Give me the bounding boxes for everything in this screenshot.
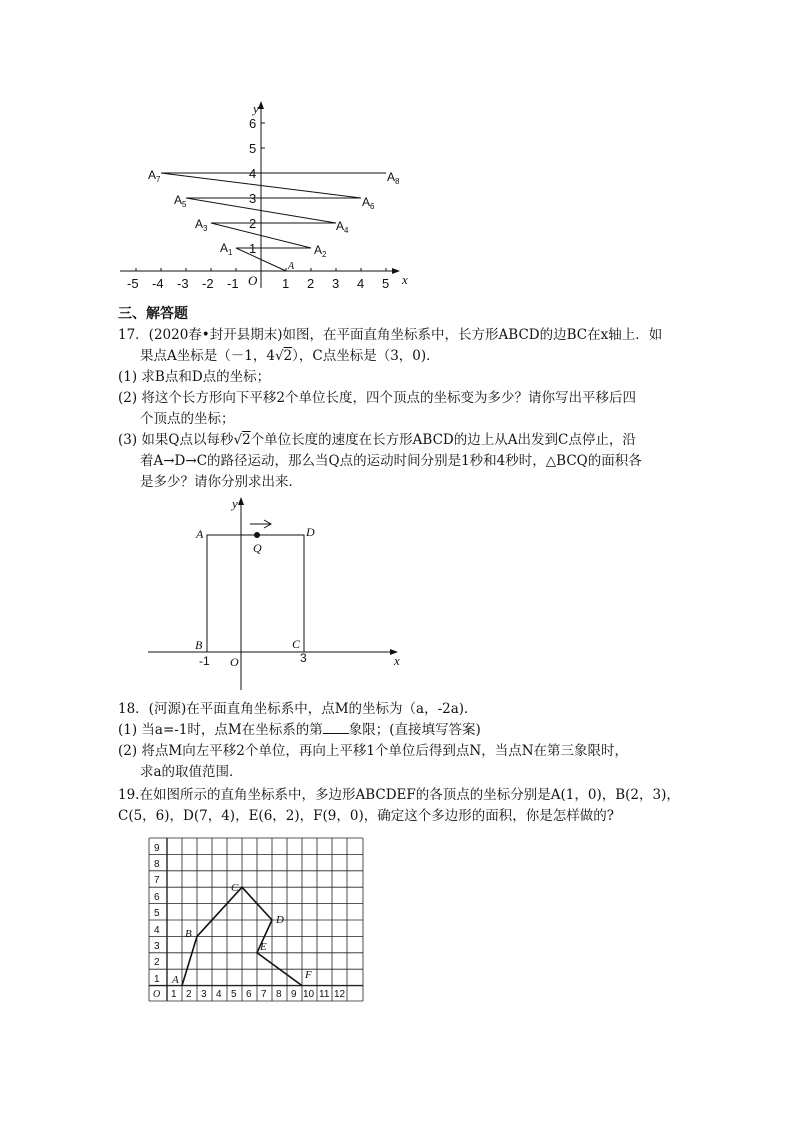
q17-part3b: 着A→D→C的路径运动，那么当Q点的运动时间分别是1秒和4秒时，△BCQ的面积各 — [140, 453, 642, 469]
point-label-A8: $A_8$ — [387, 170, 400, 186]
x-grid-label: 1 — [171, 989, 177, 1000]
tick-label-neg1: -1 — [199, 654, 210, 668]
q17-part3c: 是多少？请你分别求出来． — [140, 474, 302, 490]
y-tick-label: 2 — [249, 216, 257, 231]
x-tick-label: 5 — [382, 276, 390, 291]
label-O: O — [230, 655, 239, 669]
x-tick-label: -4 — [152, 276, 164, 291]
y-grid-label: 4 — [154, 925, 160, 936]
origin-label: O — [248, 273, 258, 288]
origin-label: O — [153, 989, 161, 1000]
q18-part1: (1) 当a=-1时，点M在坐标系的第 象限；(直接填写答案) — [118, 722, 481, 738]
q17-line1: 17．(2020春•封开县期末)如图，在平面直角坐标系中，长方形ABCD的边BC在x轴上．如 — [118, 327, 663, 343]
q18-part2b: 求a的取值范围． — [140, 764, 243, 780]
q17-part2b: 个顶点的坐标； — [140, 411, 235, 427]
x-grid-label: 4 — [216, 989, 222, 1000]
q18-line1: 18．(河源)在平面直角坐标系中，点M的坐标为（a，-2a)． — [118, 701, 478, 717]
question-17 — [118, 325, 678, 493]
x-grid-label: 11 — [319, 989, 330, 1000]
x-grid-label: 12 — [334, 989, 346, 1000]
grid-lines — [149, 838, 363, 1001]
point-label-A6: $A_6$ — [362, 195, 375, 211]
x-grid-label: 3 — [201, 989, 207, 1000]
zigzag-graph — [110, 98, 410, 298]
q18-part2a: (2) 将点M向左平移2个单位，再向上平移1个单位后得到点N，当点N在第三象限时， — [118, 743, 629, 759]
x-grid-label: 7 — [261, 989, 267, 1000]
vertex-label-D: D — [276, 914, 284, 926]
vertex-label-C: C — [231, 882, 239, 894]
point-label-A5: $A_5$ — [174, 193, 187, 209]
y-grid-label: 6 — [154, 892, 160, 903]
grid-polygon-graph — [148, 837, 366, 1003]
label-D: D — [306, 525, 315, 539]
y-grid-label: 9 — [154, 843, 160, 854]
q19-line1: 19.在如图所示的直角坐标系中，多边形ABCDEF的各顶点的坐标分别是A(1，0)，B(2，3)， — [118, 787, 680, 803]
y-tick-label: 3 — [249, 191, 257, 206]
q17-part1: (1) 求B点和D点的坐标； — [118, 369, 271, 385]
x-axis-label: x — [394, 653, 400, 668]
x-tick-label: 3 — [332, 276, 340, 291]
x-grid-label: 6 — [246, 989, 252, 1000]
answer-blank[interactable] — [323, 721, 349, 734]
zigzag-point-labels — [148, 168, 400, 272]
x-tick-label: 1 — [282, 276, 290, 291]
vertex-label-B: B — [185, 928, 192, 940]
y-grid-label: 2 — [154, 957, 160, 968]
x-tick-label: -2 — [202, 276, 214, 291]
x-grid-label: 10 — [303, 989, 315, 1000]
question-18 — [118, 699, 678, 783]
y-grid-label: 3 — [154, 941, 160, 952]
y-axis-label: y — [232, 496, 238, 511]
y-grid-label: 7 — [154, 875, 160, 886]
tick-label-3: 3 — [300, 651, 307, 665]
x-tick-label: -3 — [177, 276, 189, 291]
y-axis-label: y — [253, 101, 259, 116]
y-axis-arrow — [258, 101, 264, 109]
question-19 — [118, 785, 678, 827]
q17-part3a: (3) 如果Q点以每秒√2个单位长度的速度在长方形ABCD的边上从A出发到C点停止，沿 — [118, 432, 636, 448]
point-label-A: A — [288, 261, 295, 272]
x-tick-label: -1 — [227, 276, 239, 291]
x-grid-label: 5 — [231, 989, 237, 1000]
label-C: C — [292, 637, 301, 651]
x-grid-label: 9 — [291, 989, 297, 1000]
x-grid-label: 2 — [186, 989, 192, 1000]
y-tick-label: 6 — [249, 116, 257, 131]
y-tick-label: 5 — [249, 141, 257, 156]
point-label-A1: $A_1$ — [220, 241, 233, 257]
label-Q: Q — [253, 541, 262, 555]
q19-line2: C(5，6)，D(7，4)，E(6，2)，F(9，0)，确定这个多边形的面积，你是怎样做的? — [118, 808, 614, 824]
y-grid-label: 5 — [154, 908, 160, 919]
y-grid-label: 8 — [154, 859, 160, 870]
point-label-A4: $A_4$ — [336, 219, 349, 235]
point-Q — [254, 532, 260, 538]
y-grid-label: 1 — [154, 974, 160, 985]
x-axis-arrow — [392, 268, 400, 274]
y-axis-arrow — [238, 497, 244, 505]
x-tick-label: 2 — [307, 276, 315, 291]
q17-line2: 果点A坐标是（－1，4√2），C点坐标是（3，0)． — [140, 348, 440, 364]
label-B: B — [195, 638, 203, 652]
x-tick-label: 4 — [357, 276, 365, 291]
x-tick-label: -5 — [127, 276, 139, 291]
point-label-A7: $A_7$ — [148, 168, 161, 184]
x-grid-label: 8 — [276, 989, 282, 1000]
vertex-label-A: A — [172, 974, 179, 986]
vertex-label-E: E — [260, 941, 267, 953]
point-label-A3: $A_3$ — [195, 217, 208, 233]
x-axis-label: x — [402, 272, 408, 287]
label-A: A — [196, 527, 204, 541]
vertex-label-F: F — [305, 969, 312, 981]
y-tick-label: 4 — [249, 166, 257, 181]
q17-part2a: (2) 将这个长方形向下平移2个单位长度，四个顶点的坐标变为多少？请你写出平移后四 — [118, 390, 637, 406]
y-tick-label: 1 — [249, 241, 257, 256]
section-heading: 三、解答题 — [118, 306, 188, 322]
point-label-A2: $A_2$ — [314, 243, 327, 259]
rectangle-graph — [140, 490, 415, 690]
